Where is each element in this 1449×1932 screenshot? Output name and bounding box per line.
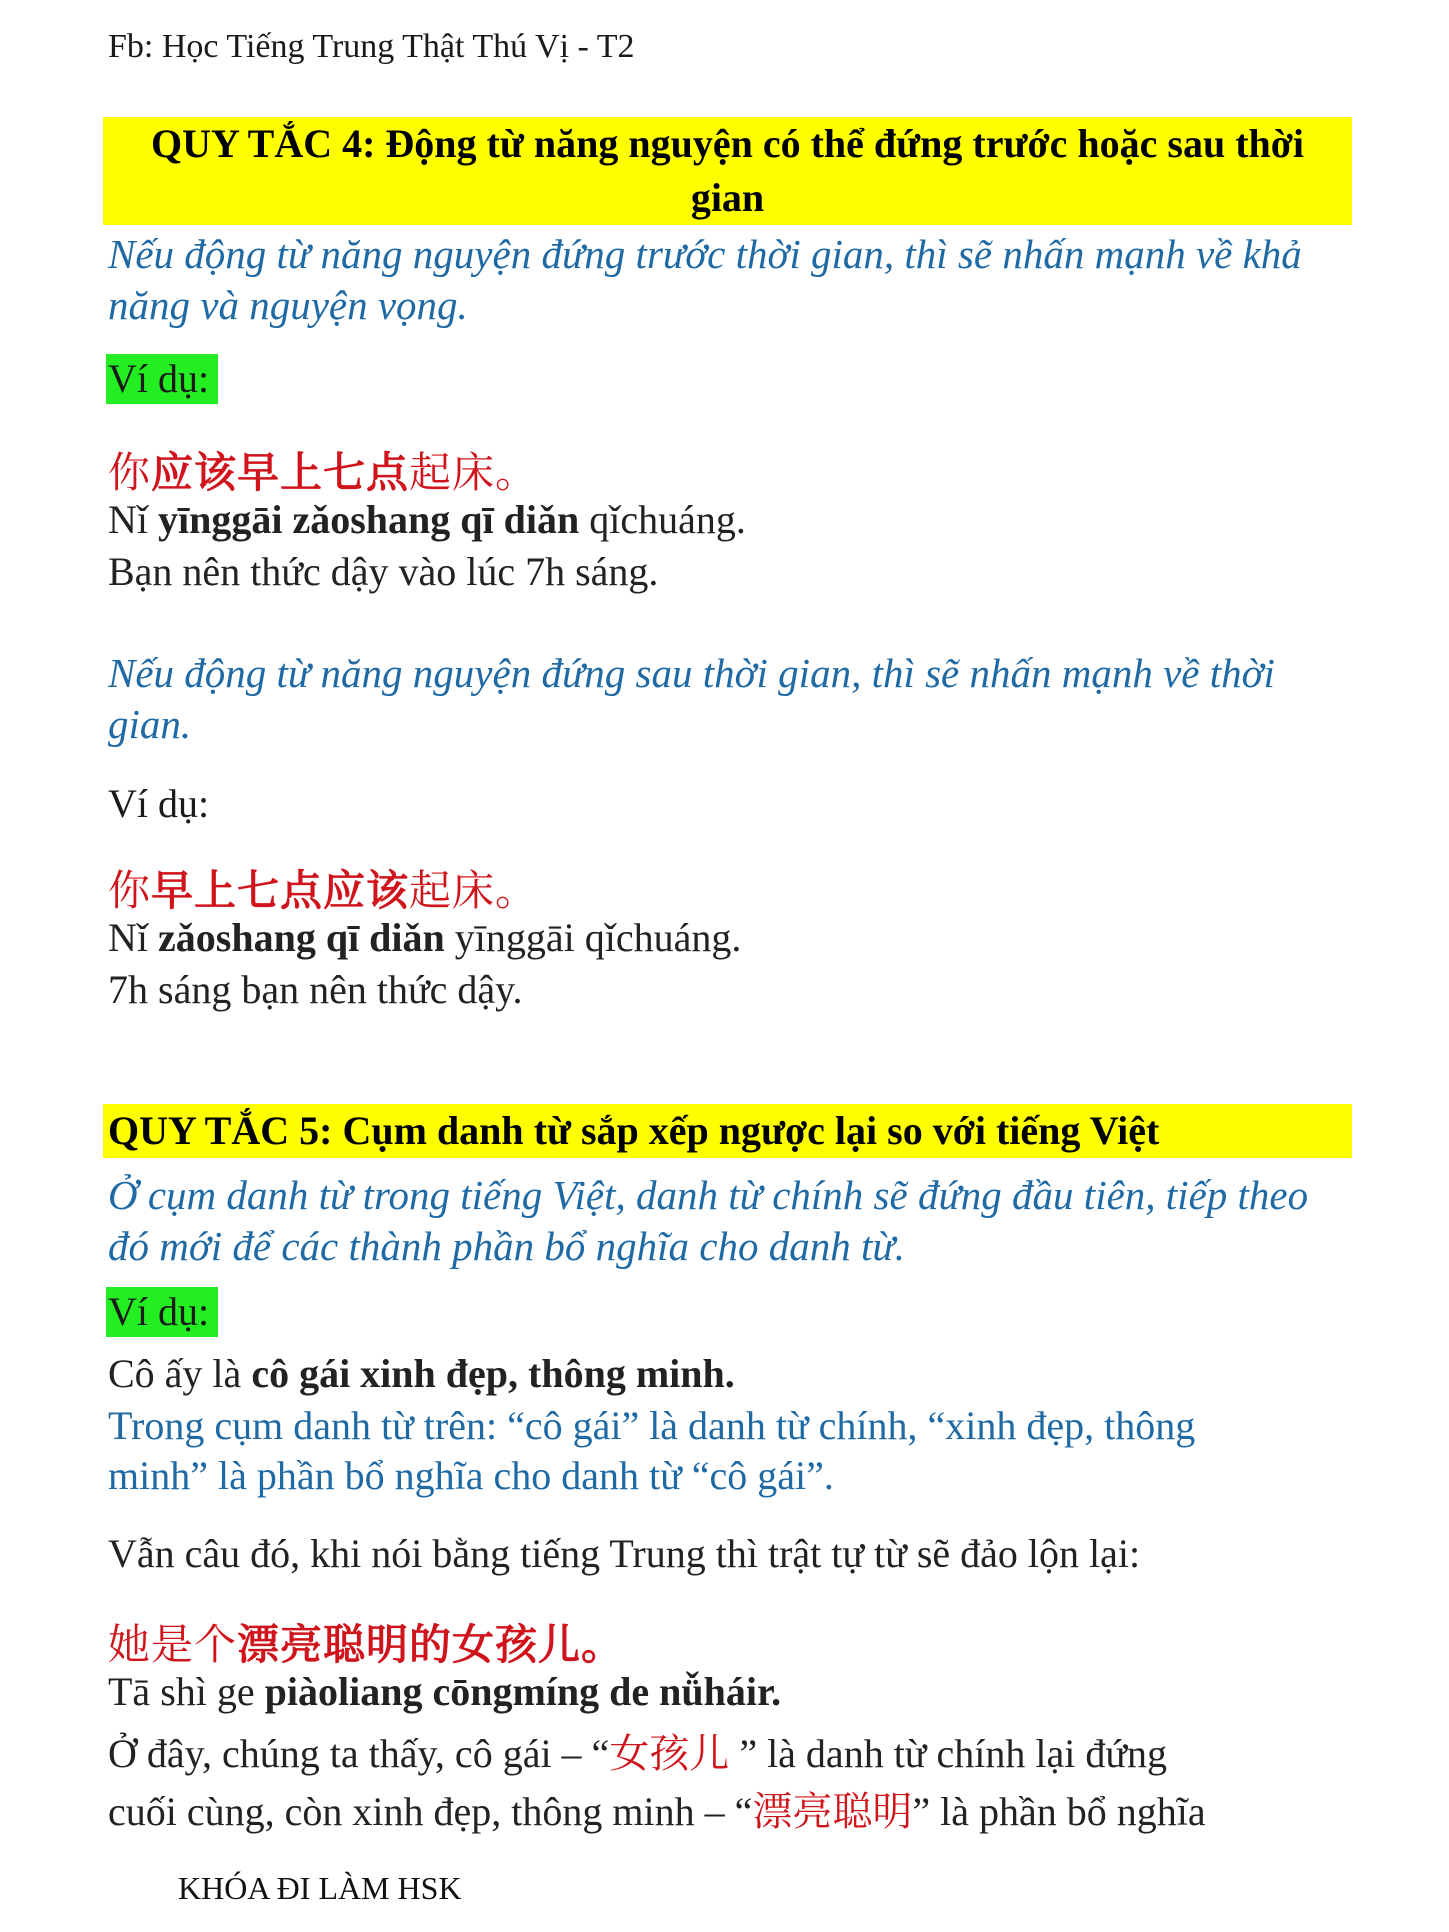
hanzi-bold: 漂亮聪明的女孩儿。 — [237, 1620, 625, 1669]
hanzi-post: 起床。 — [409, 448, 539, 497]
rule5-transition: Vẫn câu đó, khi nói bằng tiếng Trung thì trật tự từ sẽ đảo lộn lại: — [108, 1531, 1141, 1576]
rule5-analysis-line2 — [108, 1780, 1206, 1837]
rule5-example-pinyin — [108, 1668, 781, 1715]
pinyin-bold: zǎoshang qī diǎn — [158, 915, 445, 960]
pinyin-pre: Nǐ — [108, 915, 158, 960]
pinyin-post: qǐchuáng. — [579, 497, 746, 542]
hanzi-post: 起床。 — [409, 866, 539, 915]
rule4-example1-hanzi — [108, 440, 538, 500]
rule4-example2-translation: 7h sáng bạn nên thức dậy. — [108, 967, 523, 1012]
rule4-title: QUY TẮC 4: Động từ năng nguyện có thể đứng trước hoặc sau thời gian — [150, 121, 1305, 220]
rule4-example1-label: Ví dụ: — [106, 354, 218, 404]
pinyin-bold: piàoliang cōngmíng de nǚháir. — [264, 1669, 782, 1714]
pinyin-post: yīnggāi qǐchuáng. — [444, 915, 742, 960]
rule5-example-label: Ví dụ: — [106, 1287, 218, 1337]
hanzi-pre: 她是个 — [108, 1620, 238, 1669]
page-footer: KHÓA ĐI LÀM HSK — [178, 1870, 462, 1906]
rule4-note1: Nếu động từ năng nguyện đứng trước thời gian, thì sẽ nhấn mạnh về khả năng và nguyện vọng. — [108, 231, 1302, 328]
rule4-example1-translation: Bạn nên thức dậy vào lúc 7h sáng. — [108, 549, 659, 594]
rule4-example2-hanzi — [108, 858, 538, 918]
pinyin-pre: Tā shì ge — [108, 1669, 265, 1714]
sentence-pre: Cô ấy là — [108, 1351, 252, 1396]
rule4-example2-label: Ví dụ: — [108, 781, 210, 826]
analysis-post: ” là phần bổ nghĩa — [912, 1789, 1206, 1834]
rule4-note2: Nếu động từ năng nguyện đứng sau thời gian, thì sẽ nhấn mạnh về thời gian. — [108, 650, 1275, 747]
analysis-pre: cuối cùng, còn xinh đẹp, thông minh – “ — [108, 1789, 753, 1834]
rule5-explain-line2: minh” là phần bổ nghĩa cho danh từ “cô gái”. — [108, 1453, 834, 1498]
rule5-example-hanzi — [108, 1612, 624, 1672]
hanzi-bold: 早上七点应该 — [151, 866, 410, 915]
rule5-note: Ở cụm danh từ trong tiếng Việt, danh từ chính sẽ đứng đầu tiên, tiếp theo đó mới để các thành phần bổ nghĩa cho danh từ. — [108, 1172, 1309, 1269]
rule4-example2-pinyin — [108, 914, 741, 961]
analysis-post: ” là danh từ chính lại đứng — [729, 1731, 1168, 1776]
page-header: Fb: Học Tiếng Trung Thật Thú Vị - T2 — [108, 28, 635, 65]
pinyin-pre: Nǐ — [108, 497, 158, 542]
analysis-pre: Ở đây, chúng ta thấy, cô gái – “ — [108, 1731, 610, 1776]
rule4-title-highlight — [103, 117, 1352, 225]
rule5-example-sentence — [108, 1350, 735, 1397]
sentence-bold: cô gái xinh đẹp, thông minh. — [251, 1351, 735, 1396]
hanzi-pre: 你 — [108, 448, 152, 497]
rule4-example1-pinyin — [108, 496, 746, 543]
rule5-title: QUY TẮC 5: Cụm danh từ sắp xếp ngược lại so với tiếng Việt — [108, 1108, 1160, 1153]
hanzi-bold: 应该早上七点 — [151, 448, 410, 497]
rule5-title-highlight — [103, 1104, 1352, 1158]
pinyin-bold: yīnggāi zǎoshang qī diǎn — [158, 497, 580, 542]
analysis-hanzi: 漂亮聪明 — [752, 1789, 913, 1835]
analysis-hanzi: 女孩儿 — [609, 1731, 730, 1777]
rule5-explain-line1: Trong cụm danh từ trên: “cô gái” là danh từ chính, “xinh đẹp, thông — [108, 1403, 1196, 1448]
hanzi-pre: 你 — [108, 866, 152, 915]
rule5-analysis-line1 — [108, 1722, 1167, 1779]
